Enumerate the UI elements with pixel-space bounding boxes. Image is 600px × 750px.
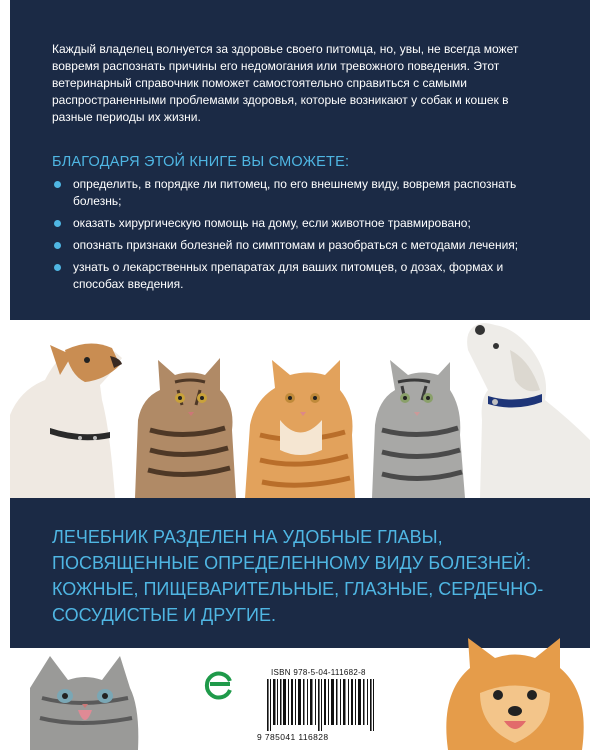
tabby-cat-image [135, 358, 236, 498]
pomeranian-dog-image [440, 633, 590, 750]
ginger-cat-image [245, 360, 355, 498]
list-item [52, 237, 532, 254]
isbn-block [257, 668, 397, 742]
intro-text: Каждый владелец волнуется за здоровье своего питомца, но, увы, не всегда может вовремя распознать причины его недомогания или тревожного поведения. Этот ветеринарный справочник поможет самостоятельно справиться с самыми распространенными проблемами здоровья, которые возникают у собак и кошек в разные периоды их жизни. [52, 42, 519, 124]
list-item [52, 176, 532, 210]
jack-russell-dog-image [10, 343, 122, 498]
list-item-text: определить, в порядке ли питомец, по его внешнему виду, вовремя распознать болезнь; [73, 177, 517, 208]
list-item-text: узнать о лекарственных препаратах для ваших питомцев, о дозах, формах и способах введения. [73, 260, 504, 291]
bullet-icon [54, 242, 61, 249]
list-item [52, 259, 532, 293]
publisher-logo-icon [203, 668, 233, 702]
bullet-icon [54, 181, 61, 188]
footer [0, 648, 600, 750]
list-item-text: оказать хирургическую помощь на дому, если животное травмировано; [73, 216, 471, 230]
benefits-heading: БЛАГОДАРЯ ЭТОЙ КНИГЕ ВЫ СМОЖЕТЕ: [52, 154, 350, 170]
pets-photo-band [10, 320, 590, 498]
bullet-icon [54, 220, 61, 227]
chapters-text: ЛЕЧЕБНИК РАЗДЕЛЕН НА УДОБНЫЕ ГЛАВЫ, ПОСВЯЩЕННЫЕ ОПРЕДЕЛЕННОМУ ВИДУ БОЛЕЗНЕЙ: КОЖНЫЕ, ПИЩЕВАРИТЕЛЬНЫЕ, ГЛАЗНЫЕ, СЕРДЕЧНО-СОСУДИСТЫЕ И ДРУГИЕ. [52, 527, 544, 625]
list-item-text: опознать признаки болезней по симптомам и разобраться с методами лечения; [73, 238, 519, 252]
list-item [52, 215, 532, 232]
benefits-list [52, 176, 532, 298]
isbn-number: ISBN 978-5-04-111682-8 [271, 668, 366, 677]
barcode-digits: 9 785041 116828 [257, 732, 329, 742]
bullet-icon [54, 264, 61, 271]
silver-tabby-cat-image [372, 360, 465, 498]
gray-cat-image [20, 648, 150, 750]
white-puppy-image [467, 323, 590, 498]
barcode-image [257, 679, 397, 731]
